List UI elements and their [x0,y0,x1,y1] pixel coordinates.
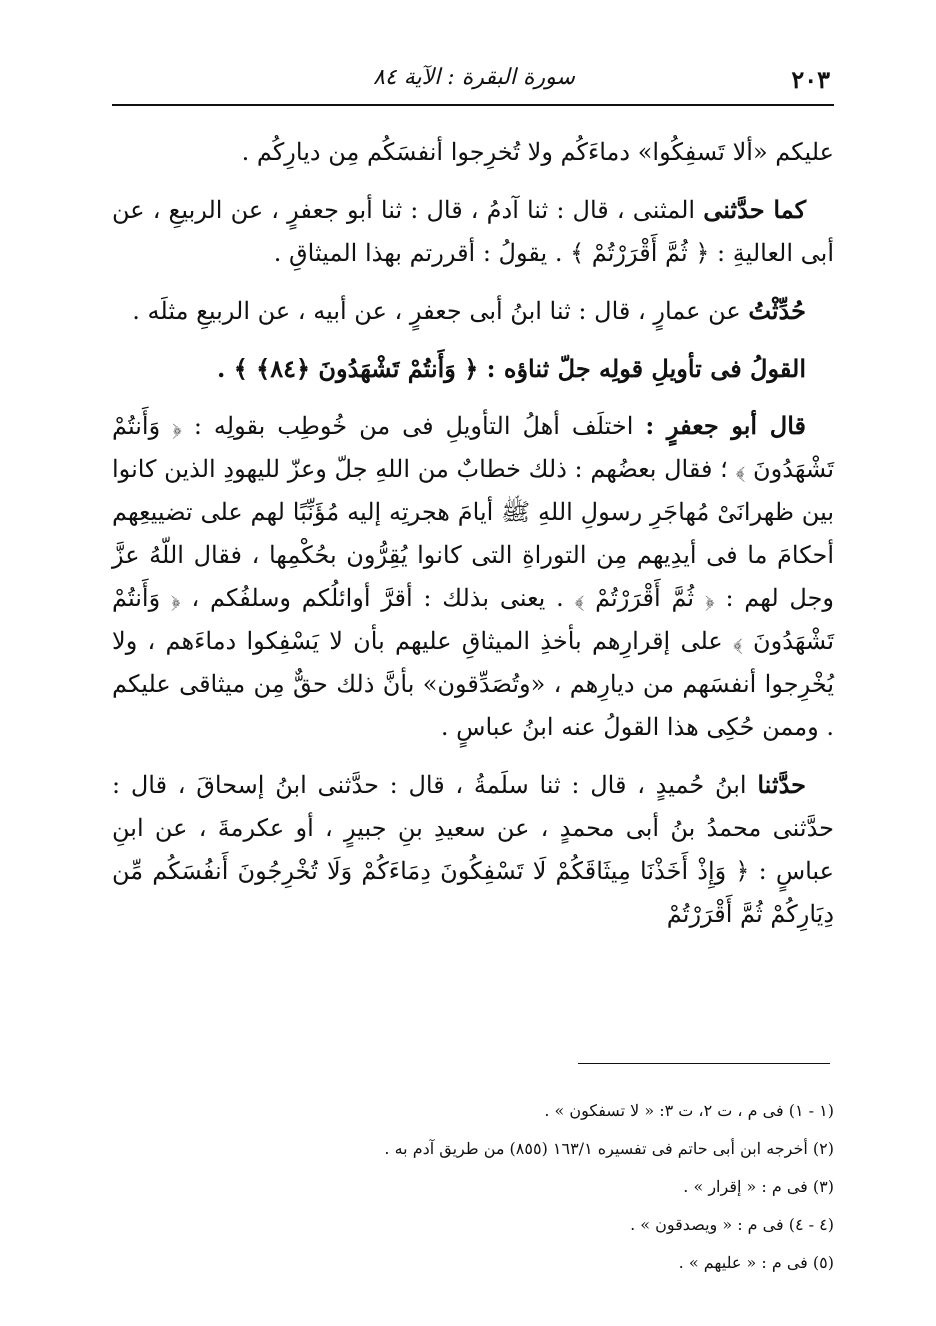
paragraph-lead: كما حدَّثنى [703,195,806,224]
paragraph-text: ابنُ حُميدٍ ، قال : ثنا سلَمةُ ، قال : حدَّثنى ابنُ إسحاقَ ، قال : حدَّثنى محمدُ بنُ أبى محمدٍ ، عن سعيدِ بنِ جبيرٍ ، أو عكرمةَ ، عن ابنِ عباسٍ : ﴿ وَإِذْ أَخَذْنَا مِيثَاقَكُمْ لَا تَسْفِكُونَ دِمَاءَكُمْ وَلَا تُخْرِجُونَ أَنفُسَكُم مِّن دِيَارِكُمْ ثُمَّ أَقْرَرْتُمْ [112,771,834,928]
paragraph-text: عن عمارٍ ، قال : ثنا ابنُ أبى جعفرٍ ، عن أبيه ، عن الربيعِ مثلَه . [132,297,741,325]
paragraph [112,130,834,174]
paragraph-lead: حدَّثنا [757,770,806,799]
header-rule [112,104,834,106]
quran-verse: ﴿ وَأَنتُمْ تَشْهَدُونَ ﴿٨٤﴾ ﴾ . [217,354,479,383]
heading-lead: القولُ فى تأويلِ قولِه جلّ ثناؤه : [486,354,806,383]
footnotes [112,1092,834,1282]
paragraph [112,404,834,749]
footnote: (١ - ١) فى م ، ت ٢، ت ٣: « لا تسفكون » . [544,1101,834,1120]
footnote: (٣) فى م : « إقرار » . [683,1177,834,1196]
paragraph-lead: قال أبو جعفرٍ : [645,411,806,440]
main-text [112,130,834,950]
paragraph [112,289,834,333]
paragraph-text: عليكم «ألا تَسفِكُوا» دماءَكُم ولا تُخرِجوا أنفسَكُم مِن ديارِكُم . [241,138,834,166]
footnote: (٢) أخرجه ابن أبى حاتم فى تفسيره ١٦٣/١ (٨٥٥) من طريق آدم به . [384,1139,834,1158]
paragraph [112,763,834,936]
paragraph-text: اختلَف أهلُ التأويلِ فى من خُوطِب بقولِه : ﴿ وَأَنتُمْ تَشْهَدُونَ ﴾ ؛ فقال بعضُهم : ذلك خطابٌ من اللهِ جلّ وعزّ لليهودِ الذين كانوا بين ظهرانَىْ مُهاجَرِ رسولِ اللهِ ﷺ أيامَ هجرتِه إليه مُؤَنِّبًا لهم على تضييعِهم أحكامَ ما فى أيدِيهم مِن التوراةِ التى كانوا يُقِرُّون بحُكْمِها ، فقال اللّهُ عزَّ وجل لهم : ﴿ ثُمَّ أَقْرَرْتُمْ ﴾ . يعنى بذلك : أقرَّ أوائلُكم وسلفُكم ، ﴿ وَأَنتُمْ تَشْهَدُونَ ﴾ على إقرارِهم بأخذِ الميثاقِ عليهم بأن لا يَسْفِكوا دماءَهم ، ولا يُخْرِجوا أنفسَهم من ديارِهم ، «وتُصَدِّقون» بأنَّ ذلك حقٌّ مِن ميثاقى عليكم . وممن حُكِى هذا القولُ عنه ابنُ عباسٍ . [112,412,834,741]
page-number: ٢٠٣ [791,65,830,94]
footnote: (٥) فى م : « عليهم » . [678,1253,834,1272]
footnote-rule [578,1063,830,1064]
paragraph [112,188,834,275]
paragraph-text: المثنى ، قال : ثنا آدمُ ، قال : ثنا أبو جعفرٍ ، عن الربيعِ ، عن أبى العاليةِ : ﴿ ثُمَّ أَقْرَرْتُمْ ﴾ . يقولُ : أقررتم بهذا الميثاقِ . [112,196,834,267]
footnote: (٤ - ٤) فى م : « ويصدقون » . [630,1215,834,1234]
running-title: سورة البقرة : الآية ٨٤ [373,65,575,90]
page-header [118,58,830,94]
paragraph-lead: حُدِّثْتُ [748,296,806,325]
section-heading [112,347,834,390]
